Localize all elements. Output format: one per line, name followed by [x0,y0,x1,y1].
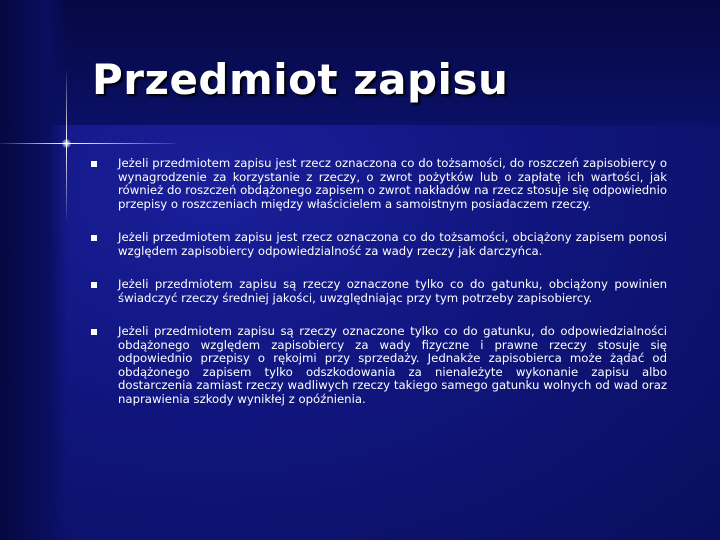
slide-title: Przedmiot zapisu [92,55,509,104]
left-margin-band [0,0,68,540]
bullet-list [91,157,667,406]
square-bullet-icon [91,329,97,335]
bullet-item [91,278,667,305]
sparkle-core [62,139,71,148]
square-bullet-icon [91,235,97,241]
bullet-text: Jeżeli przedmiotem zapisu są rzeczy oznaczone tylko co do gatunku, do odpowiedzialności obdążonego względem zapisobiercy za wady fizyczne i prawne rzeczy stosuje się odpowiednio przepisy o rękojmi przy sprzedaży. Jednakże zapisobierca może żądać od obdążonego zapisem tylko odszkodowania za nienależyte wykonanie zapisu albo dostarczenia zamiast rzeczy wadliwych rzeczy takiego samego gatunku wolnych od wad oraz naprawienia szkody wynikłej z opóźnienia. [118,324,667,406]
square-bullet-icon [91,161,97,167]
bullet-text: Jeżeli przedmiotem zapisu jest rzecz oznaczona co do tożsamości, obciążony zapisem ponosi względem zapisobiercy odpowiedzialność za wady rzeczy jak darczyńca. [118,230,667,258]
bullet-item [91,325,667,406]
bullet-item [91,157,667,211]
bullet-text: Jeżeli przedmiotem zapisu są rzeczy oznaczone tylko co do gatunku, obciążony powinien świadczyć rzeczy średniej jakości, uwzględniając przy tym potrzeby zapisobiercy. [118,277,667,305]
sparkle-horizontal-ray [0,143,175,144]
square-bullet-icon [91,282,97,288]
bullet-item [91,231,667,258]
bullet-text: Jeżeli przedmiotem zapisu jest rzecz oznaczona co do tożsamości, do roszczeń zapisobiercy o wynagrodzenie za korzystanie z rzeczy, o zwrot pożytków lub o zapłatę ich wartości, jak również do roszczeń obdążonego zapisem o zwrot nakładów na rzecz stosuje się odpowiednio przepisy o roszczeniach między właścicielem a samoistnym posiadaczem rzeczy. [118,156,667,211]
